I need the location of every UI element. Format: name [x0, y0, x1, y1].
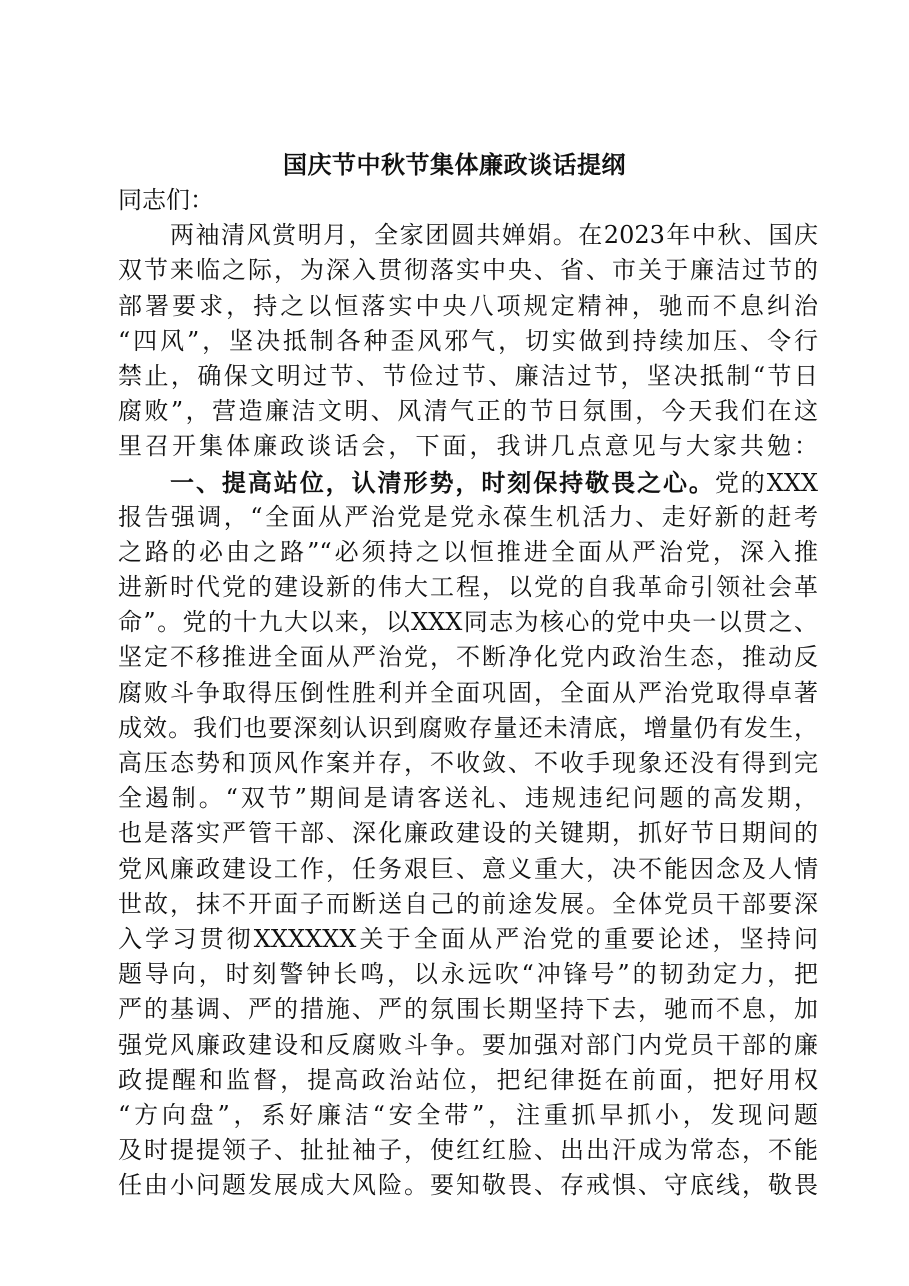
intro-line: 部署要求，持之以恒落实中央八项规定精神，驰而不息纠治	[118, 291, 818, 320]
section1-line: 腐败斗争取得压倒性胜利并全面巩固，全面从严治党取得卓著	[118, 678, 818, 707]
document-title: 国庆节中秋节集体廉政谈话提纲	[283, 150, 626, 179]
section1-line: 世故，抹不开面子而断送自己的前途发展。全体党员干部要深	[118, 889, 818, 918]
section1-line: “方向盘”，系好廉洁“安全带”，注重抓早抓小，发现问题	[118, 1100, 818, 1129]
section1-line: 高压态势和顶风作案并存，不收敛、不收手现象还没有得到完	[118, 749, 818, 777]
section1-first-line	[118, 465, 818, 500]
section1-line: 全遏制。“双节”期间是请客送礼、违规违纪问题的高发期，	[118, 784, 818, 813]
section1-line: 也是落实严管干部、深化廉政建设的关键期，抓好节日期间的	[118, 819, 818, 848]
section1-heading: 一、提高站位，认清形势，时刻保持敬畏之心。	[170, 467, 715, 497]
intro-line: 腐败”，营造廉洁文明、风清气正的节日氛围，今天我们在这	[118, 397, 818, 426]
section1-line: 及时提提领子、扯扯袖子，使红红脸、出出汗成为常态，不能	[118, 1136, 818, 1165]
intro-line: 双节来临之际，为深入贯彻落实中央、省、市关于廉洁过节的	[118, 256, 818, 285]
greeting: 同志们：	[118, 186, 214, 214]
section1-line: 报告强调，“全面从严治党是党永葆生机活力、走好新的赶考	[118, 502, 818, 531]
intro-line: 两袖清风赏明月，全家团圆共婵娟。在2023年中秋、国庆	[170, 221, 818, 250]
section1-line: 强党风廉政建设和反腐败斗争。要加强对部门内党员干部的廉	[118, 1030, 818, 1059]
section1-line: 题导向，时刻警钟长鸣，以永远吹“冲锋号”的韧劲定力，把	[118, 960, 818, 989]
section1-line: 严的基调、严的措施、严的氛围长期坚持下去，驰而不息，加	[118, 995, 818, 1024]
section1-line: 坚定不移推进全面从严治党，不断净化党内政治生态，推动反	[118, 643, 818, 672]
intro-line: 里召开集体廉政谈话会，下面，我讲几点意见与大家共勉：	[118, 432, 818, 461]
section1-first-line-rest: 党的XXX	[714, 468, 818, 497]
section1-line: 政提醒和监督，提高政治站位，把纪律挺在前面，把好用权	[118, 1065, 818, 1094]
intro-line: “四风”，坚决抵制各种歪风邪气，切实做到持续加压、令行	[118, 326, 818, 355]
section1-line: 成效。我们也要深刻认识到腐败存量还未清底，增量仍有发生，	[118, 713, 818, 742]
section1-line: 党风廉政建设工作，任务艰巨、意义重大，决不能因念及人情	[118, 854, 818, 883]
section1-line: 进新时代党的建设新的伟大工程，以党的自我革命引领社会革	[118, 573, 818, 602]
section1-line: 入学习贯彻XXXXXX关于全面从严治党的重要论述，坚持问	[118, 924, 818, 953]
document-body	[118, 183, 818, 1203]
intro-line: 禁止，确保文明过节、节俭过节、廉洁过节，坚决抵制“节日	[118, 361, 818, 390]
section1-line: 任由小问题发展成大风险。要知敬畏、存戒惧、守底线，敬畏	[118, 1171, 818, 1200]
section1-line: 命”。党的十九大以来，以XXX同志为核心的党中央一以贯之、	[118, 608, 818, 637]
section1-line: 之路的必由之路”“必须持之以恒推进全面从严治党，深入推	[118, 537, 818, 566]
